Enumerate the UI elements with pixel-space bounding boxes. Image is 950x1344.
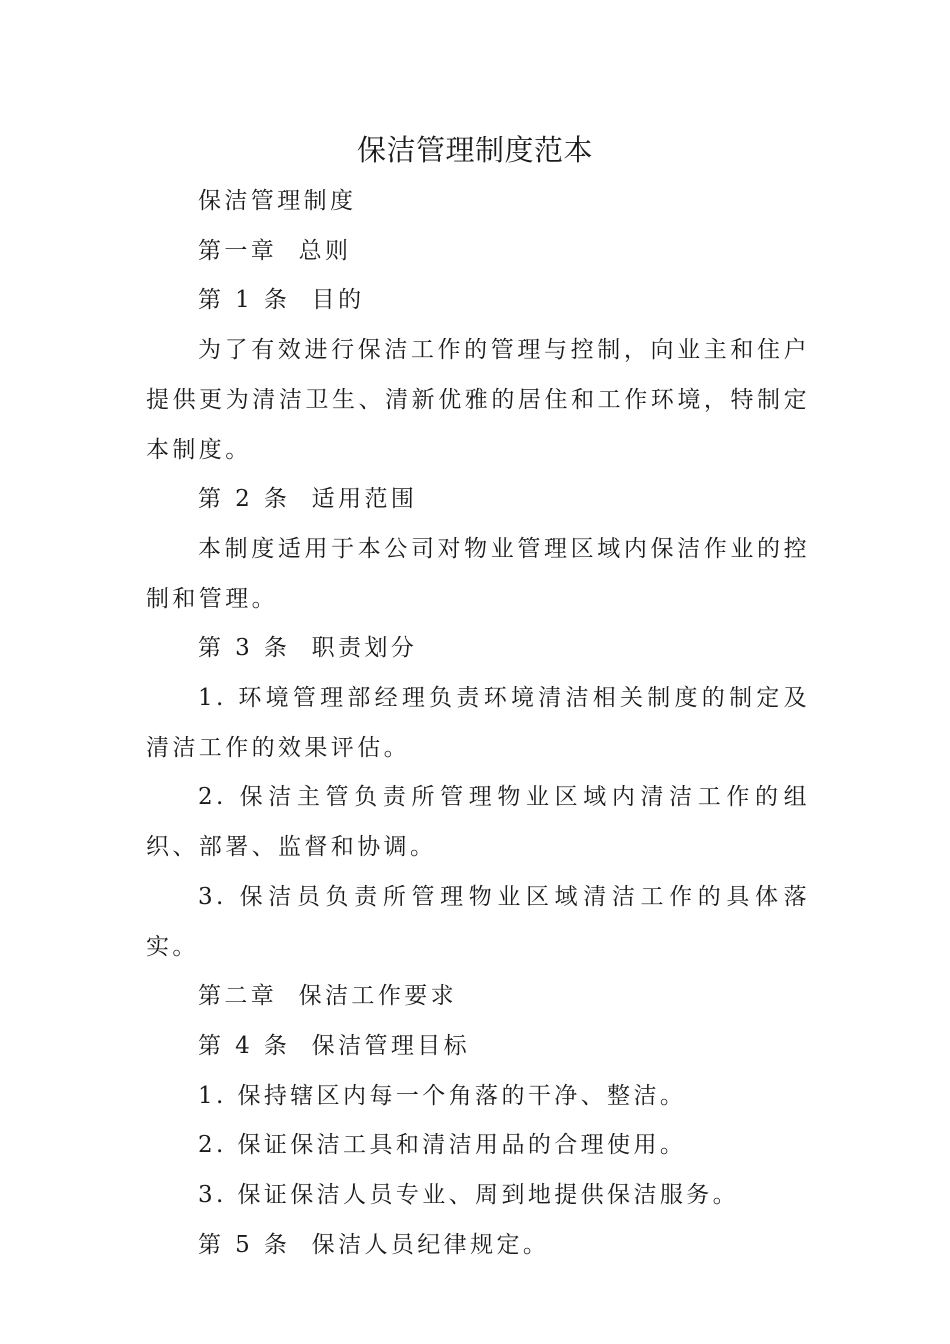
- article-heading-1: 第 1 条 目的: [198, 287, 365, 314]
- article-heading-5: 第 5 条 保洁人员纪律规定。: [198, 1231, 550, 1258]
- article-heading-2: 第 2 条 适用范围: [198, 486, 418, 513]
- document-body: [146, 177, 810, 1270]
- document-title: 保洁管理制度范本: [356, 133, 593, 167]
- article-body-2: 本制度适用于本公司对物业管理区域内保洁作业的控制和管理。: [146, 535, 810, 612]
- heading-regulation: 保洁管理制度: [198, 188, 357, 214]
- list-item: 3. 保证保洁人员专业、周到地提供保洁服务。: [198, 1182, 740, 1209]
- article-heading-4: 第 4 条 保洁管理目标: [198, 1032, 471, 1059]
- article-heading-3: 第 3 条 职责划分: [198, 635, 418, 662]
- list-item: 3. 保洁员负责所管理物业区域清洁工作的具体落实。: [146, 883, 810, 960]
- list-item: 2. 保证保洁工具和清洁用品的合理使用。: [198, 1132, 687, 1159]
- chapter-heading-2: 第二章 保洁工作要求: [198, 983, 458, 1010]
- list-item: 1. 环境管理部经理负责环境清洁相关制度的制定及清洁工作的效果评估。: [146, 685, 810, 761]
- list-item: 2. 保洁主管负责所管理物业区域内清洁工作的组织、部署、监督和协调。: [146, 784, 810, 861]
- chapter-heading-1: 第一章 总则: [198, 237, 352, 264]
- list-item: 1. 保持辖区内每一个角落的干净、整洁。: [198, 1082, 687, 1109]
- article-body-1: 为了有效进行保洁工作的管理与控制，向业主和住户提供更为清洁卫生、清新优雅的居住和工作环境，特制定本制度。: [146, 337, 810, 463]
